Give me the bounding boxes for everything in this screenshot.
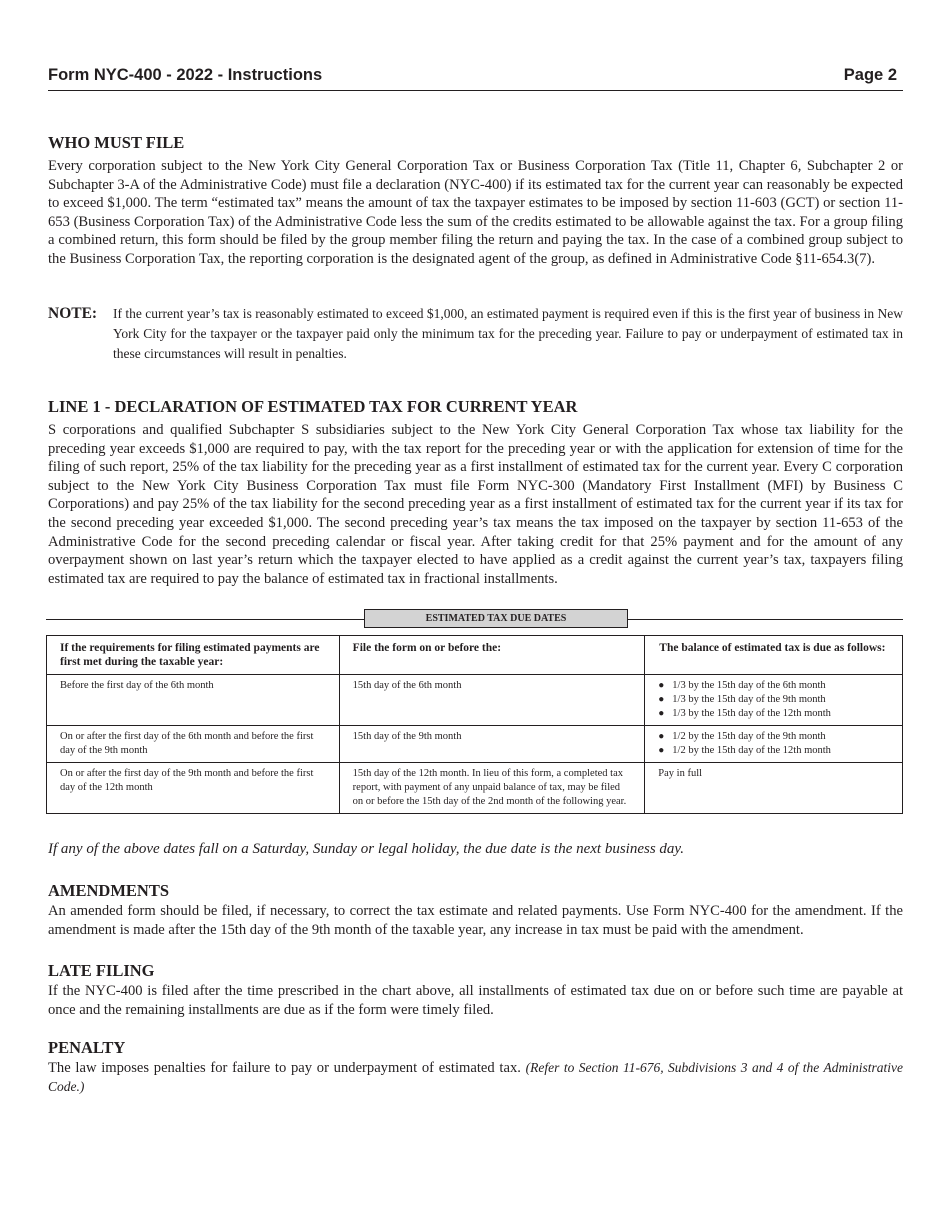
row-when: Before the first day of the 6th month [47, 675, 340, 726]
bullet-icon: ● [658, 680, 665, 691]
header-balance: The balance of estimated tax is due as follows: [645, 636, 903, 675]
note-block [48, 304, 903, 364]
table-row [47, 675, 903, 726]
form-title: Form NYC-400 - 2022 - Instructions [48, 66, 323, 84]
late-filing-heading: LATE FILING [48, 961, 155, 980]
who-must-file-section [48, 133, 903, 269]
row-balance [645, 726, 903, 763]
bullet-icon: ● [658, 745, 665, 756]
row-balance [645, 675, 903, 726]
penalty-section [48, 1038, 903, 1096]
late-filing-body: If the NYC-400 is filed after the time prescribed in the chart above, all installments of estimated tax due on or before such time are payable at once and the remaining installments are due as if the form were timely filed. [48, 983, 903, 1018]
who-must-file-body: Every corporation subject to the New York City General Corporation Tax or Business Corporation Tax (Title 11, Chapter 6, Subchapter 2 or Subchapter 3-A of the Administrative Code) must file a declaration (NYC-400) if its estimated tax for the current year can reasonably be expected to exceed $1,000. The term “estimated tax” means the amount of tax the taxpayer estimates to be imposed by section 11-603 (GCT) or section 11-653 (Business Corporation Tax) of the Administrative Code less the sum of the credits estimated to be allowable against the tax. For a group filing a combined return, this form should be filed by the group member filing the return and paying the tax. In the case of a combined group subject to the Business Corporation Tax, the reporting corporation is the designated agent of the group, as defined in Administrative Code §11-654.3(7). [48, 158, 903, 267]
table-header-row [47, 636, 903, 675]
balance-item: ● 1/3 by the 15th day of the 9th month [658, 694, 826, 705]
who-must-file-heading: WHO MUST FILE [48, 133, 185, 152]
amendments-heading: AMENDMENTS [48, 881, 170, 900]
row-file-by: 15th day of the 6th month [339, 675, 645, 726]
row-file-by: 15th day of the 9th month [339, 726, 645, 763]
late-filing-section [48, 961, 903, 1019]
amendments-section [48, 881, 903, 939]
penalty-heading: PENALTY [48, 1038, 126, 1057]
note-text: If the current year’s tax is reasonably estimated to exceed $1,000, an estimated payment is required even if this is the first year of business in New York City for the taxpayer or the taxpayer paid only the minimum tax for the preceding year. Failure to pay or underpayment of estimated tax in these circumstances will result in penalties. [113, 306, 904, 361]
balance-item: ● 1/3 by the 15th day of the 12th month [658, 708, 831, 719]
balance-item: ● 1/3 by the 15th day of the 6th month [658, 680, 826, 691]
penalty-body: The law imposes penalties for failure to pay or underpayment of estimated tax. (Refer to Section 11-676, Subdivisions 3 and 4 of the Administrative Code.) [48, 1060, 903, 1094]
row-balance: Pay in full [645, 763, 903, 814]
bullet-icon: ● [658, 731, 665, 742]
page-header [48, 66, 903, 91]
line1-body: S corporations and qualified Subchapter S subsidiaries subject to the New York City General Corporation Tax whose tax liability for the preceding year exceeds $1,000 are required to pay, with the tax report for the preceding year or with the application for extension of time for the filing of such report, 25% of the tax liability for the preceding year as a first installment of estimated tax for the current year. Every C corporation subject to the New York City Business Corporation Tax must file Form NYC-300 (Mandatory First Installment (MFI) by Business C Corporations) and pay 25% of the tax liability for the second preceding year as a first installment of estimated tax for the current year if its tax for the second preceding year exceeded $1,000. The second preceding year’s tax means the tax imposed on the taxpayer by section 11-653 of the Administrative Code for the second preceding calendar or fiscal year. After taking credit for that 25% payment and for the amount of any overpayment shown on last year’s return which the taxpayer elected to have applied as a credit against the current year’s tax, taxpayers filing estimated tax are required to pay the balance of estimated tax in fractional installments. [48, 422, 903, 587]
line1-section [48, 397, 903, 588]
page-number: Page 2 [843, 66, 897, 84]
row-when: On or after the first day of the 6th month and before the first day of the 9th month [47, 726, 340, 763]
table-row [47, 763, 903, 814]
balance-item: ● 1/2 by the 15th day of the 9th month [658, 731, 826, 742]
penalty-reference: (Refer to Section 11-676, Subdivisions 3 and 4 of the Administrative Code.) [48, 1060, 903, 1094]
due-dates-title: ESTIMATED TAX DUE DATES [364, 609, 628, 628]
row-when: On or after the first day of the 9th month and before the first day of the 12th month [47, 763, 340, 814]
table-row [47, 726, 903, 763]
note-label: NOTE: [48, 305, 98, 322]
amendments-body: An amended form should be filed, if necessary, to correct the tax estimate and related payments. Use Form NYC-400 for the amendment. If the amendment is made after the 15th day of the 9th month of the taxable year, any increase in tax must be paid with the amendment. [48, 903, 903, 938]
bullet-icon: ● [658, 708, 665, 719]
line1-heading: LINE 1 - DECLARATION OF ESTIMATED TAX FOR CURRENT YEAR [48, 397, 578, 416]
holiday-note: If any of the above dates fall on a Saturday, Sunday or legal holiday, the due date is the next business day. [48, 841, 685, 857]
due-dates-table [46, 635, 903, 814]
bullet-icon: ● [658, 694, 665, 705]
balance-item: ● 1/2 by the 15th day of the 12th month [658, 745, 831, 756]
header-file-by: File the form on or before the: [339, 636, 645, 675]
header-when: If the requirements for filing estimated payments are first met during the taxable year: [47, 636, 340, 675]
row-file-by: 15th day of the 12th month. In lieu of this form, a completed tax report, with payment of any unpaid balance of tax, may be filed on or before the 15th day of the 2nd month of the following year. [339, 763, 645, 814]
